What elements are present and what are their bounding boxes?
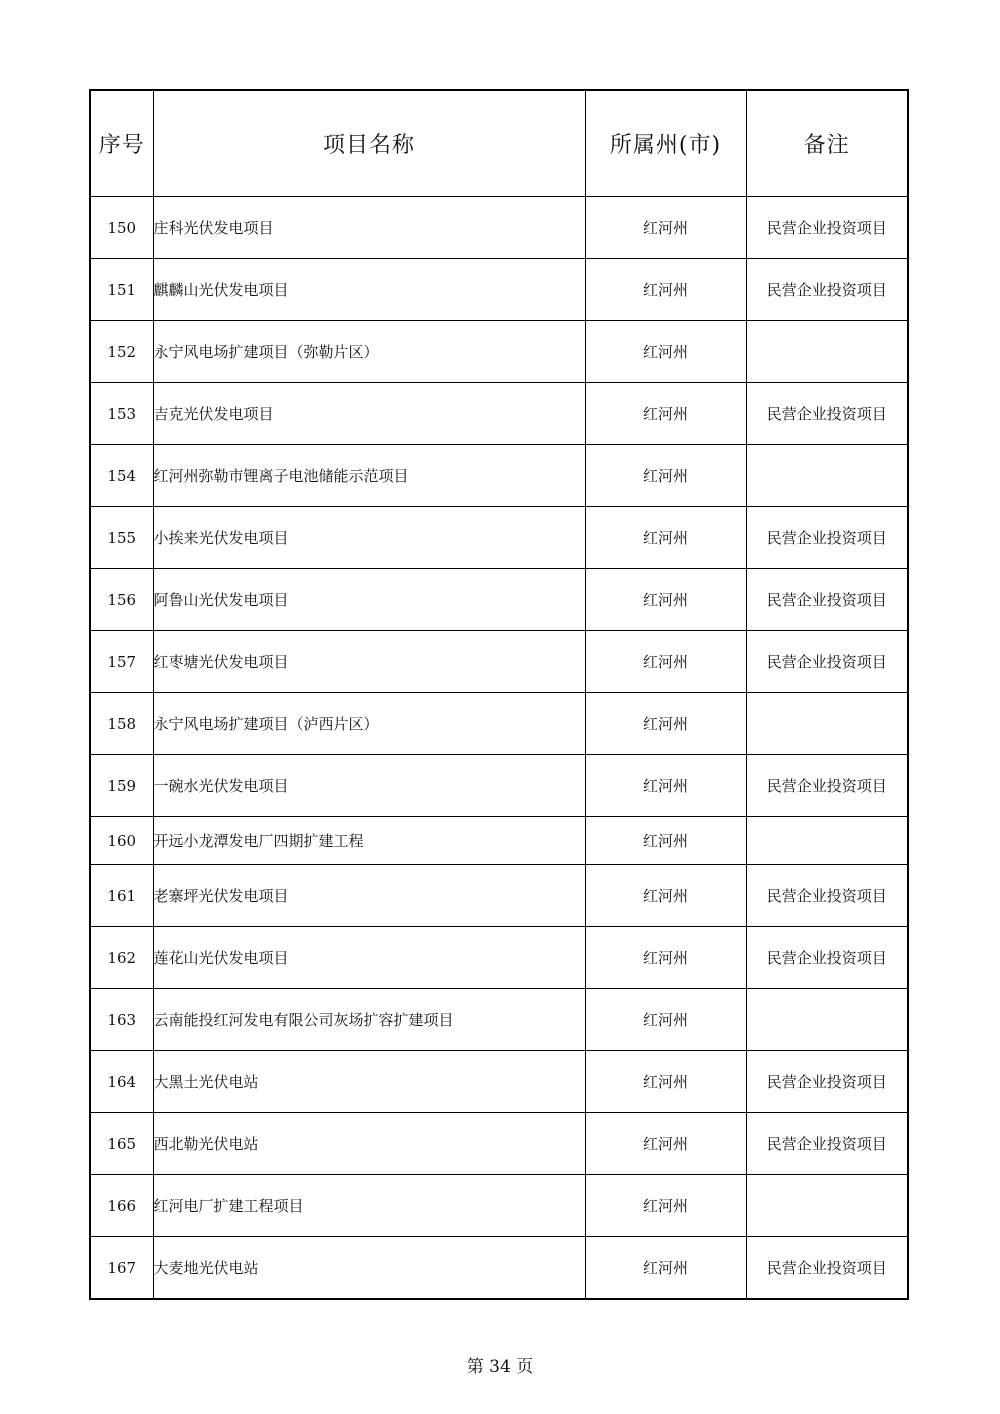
row-num: 162 [90,927,153,989]
row-num: 166 [90,1175,153,1237]
row-note [746,693,908,755]
header-name: 项目名称 [153,90,585,197]
row-name: 吉克光伏发电项目 [153,383,585,445]
row-note: 民营企业投资项目 [746,197,908,259]
row-num: 150 [90,197,153,259]
row-region: 红河州 [585,259,746,321]
row-name: 大麦地光伏电站 [153,1237,585,1300]
row-name: 开远小龙潭发电厂四期扩建工程 [153,817,585,865]
row-name: 云南能投红河发电有限公司灰场扩容扩建项目 [153,989,585,1051]
page-number: 第 34 页 [466,1357,534,1377]
table-row [90,197,908,259]
table-row [90,817,908,865]
project-table [89,89,909,1300]
row-name: 红河电厂扩建工程项目 [153,1175,585,1237]
row-region: 红河州 [585,631,746,693]
row-name: 莲花山光伏发电项目 [153,927,585,989]
table-row [90,865,908,927]
row-name: 红河州弥勒市锂离子电池储能示范项目 [153,445,585,507]
row-region: 红河州 [585,1175,746,1237]
row-region: 红河州 [585,1237,746,1300]
row-name: 阿鲁山光伏发电项目 [153,569,585,631]
row-region: 红河州 [585,383,746,445]
row-note: 民营企业投资项目 [746,507,908,569]
header-num: 序号 [90,90,153,197]
table-row [90,1051,908,1113]
row-name: 老寨坪光伏发电项目 [153,865,585,927]
row-note: 民营企业投资项目 [746,1113,908,1175]
table-row [90,927,908,989]
table-row [90,1237,908,1300]
row-name: 西北勒光伏电站 [153,1113,585,1175]
row-name: 红枣塘光伏发电项目 [153,631,585,693]
row-region: 红河州 [585,321,746,383]
row-name: 一碗水光伏发电项目 [153,755,585,817]
row-note: 民营企业投资项目 [746,1051,908,1113]
row-num: 159 [90,755,153,817]
row-note [746,1175,908,1237]
row-num: 153 [90,383,153,445]
row-note: 民营企业投资项目 [746,569,908,631]
row-note [746,989,908,1051]
row-note [746,817,908,865]
row-note [746,321,908,383]
row-region: 红河州 [585,1113,746,1175]
header-region: 所属州(市) [585,90,746,197]
table-row [90,1175,908,1237]
row-num: 161 [90,865,153,927]
row-name: 永宁风电场扩建项目（弥勒片区） [153,321,585,383]
row-note [746,445,908,507]
table-row [90,631,908,693]
row-num: 157 [90,631,153,693]
row-num: 154 [90,445,153,507]
table-row [90,383,908,445]
row-num: 158 [90,693,153,755]
table-row [90,321,908,383]
table-row [90,259,908,321]
row-num: 156 [90,569,153,631]
row-num: 151 [90,259,153,321]
row-note: 民营企业投资项目 [746,927,908,989]
row-num: 165 [90,1113,153,1175]
row-name: 永宁风电场扩建项目（泸西片区） [153,693,585,755]
row-note: 民营企业投资项目 [746,383,908,445]
table-header-row [90,90,908,197]
row-region: 红河州 [585,817,746,865]
row-num: 155 [90,507,153,569]
row-note: 民营企业投资项目 [746,631,908,693]
table-body [90,197,908,1300]
row-name: 麒麟山光伏发电项目 [153,259,585,321]
row-region: 红河州 [585,755,746,817]
row-num: 167 [90,1237,153,1300]
row-note: 民营企业投资项目 [746,1237,908,1300]
table-row [90,989,908,1051]
row-name: 小挨来光伏发电项目 [153,507,585,569]
table-row [90,1113,908,1175]
row-num: 160 [90,817,153,865]
table-row [90,693,908,755]
row-region: 红河州 [585,569,746,631]
row-region: 红河州 [585,507,746,569]
row-region: 红河州 [585,693,746,755]
row-region: 红河州 [585,989,746,1051]
row-region: 红河州 [585,865,746,927]
row-name: 庄科光伏发电项目 [153,197,585,259]
row-note: 民营企业投资项目 [746,865,908,927]
row-note: 民营企业投资项目 [746,755,908,817]
row-note: 民营企业投资项目 [746,259,908,321]
row-name: 大黑土光伏电站 [153,1051,585,1113]
row-region: 红河州 [585,197,746,259]
table-row [90,755,908,817]
table-row [90,569,908,631]
row-num: 164 [90,1051,153,1113]
row-num: 152 [90,321,153,383]
row-region: 红河州 [585,445,746,507]
row-region: 红河州 [585,927,746,989]
table-row [90,507,908,569]
row-region: 红河州 [585,1051,746,1113]
table-row [90,445,908,507]
row-num: 163 [90,989,153,1051]
header-note: 备注 [746,90,908,197]
